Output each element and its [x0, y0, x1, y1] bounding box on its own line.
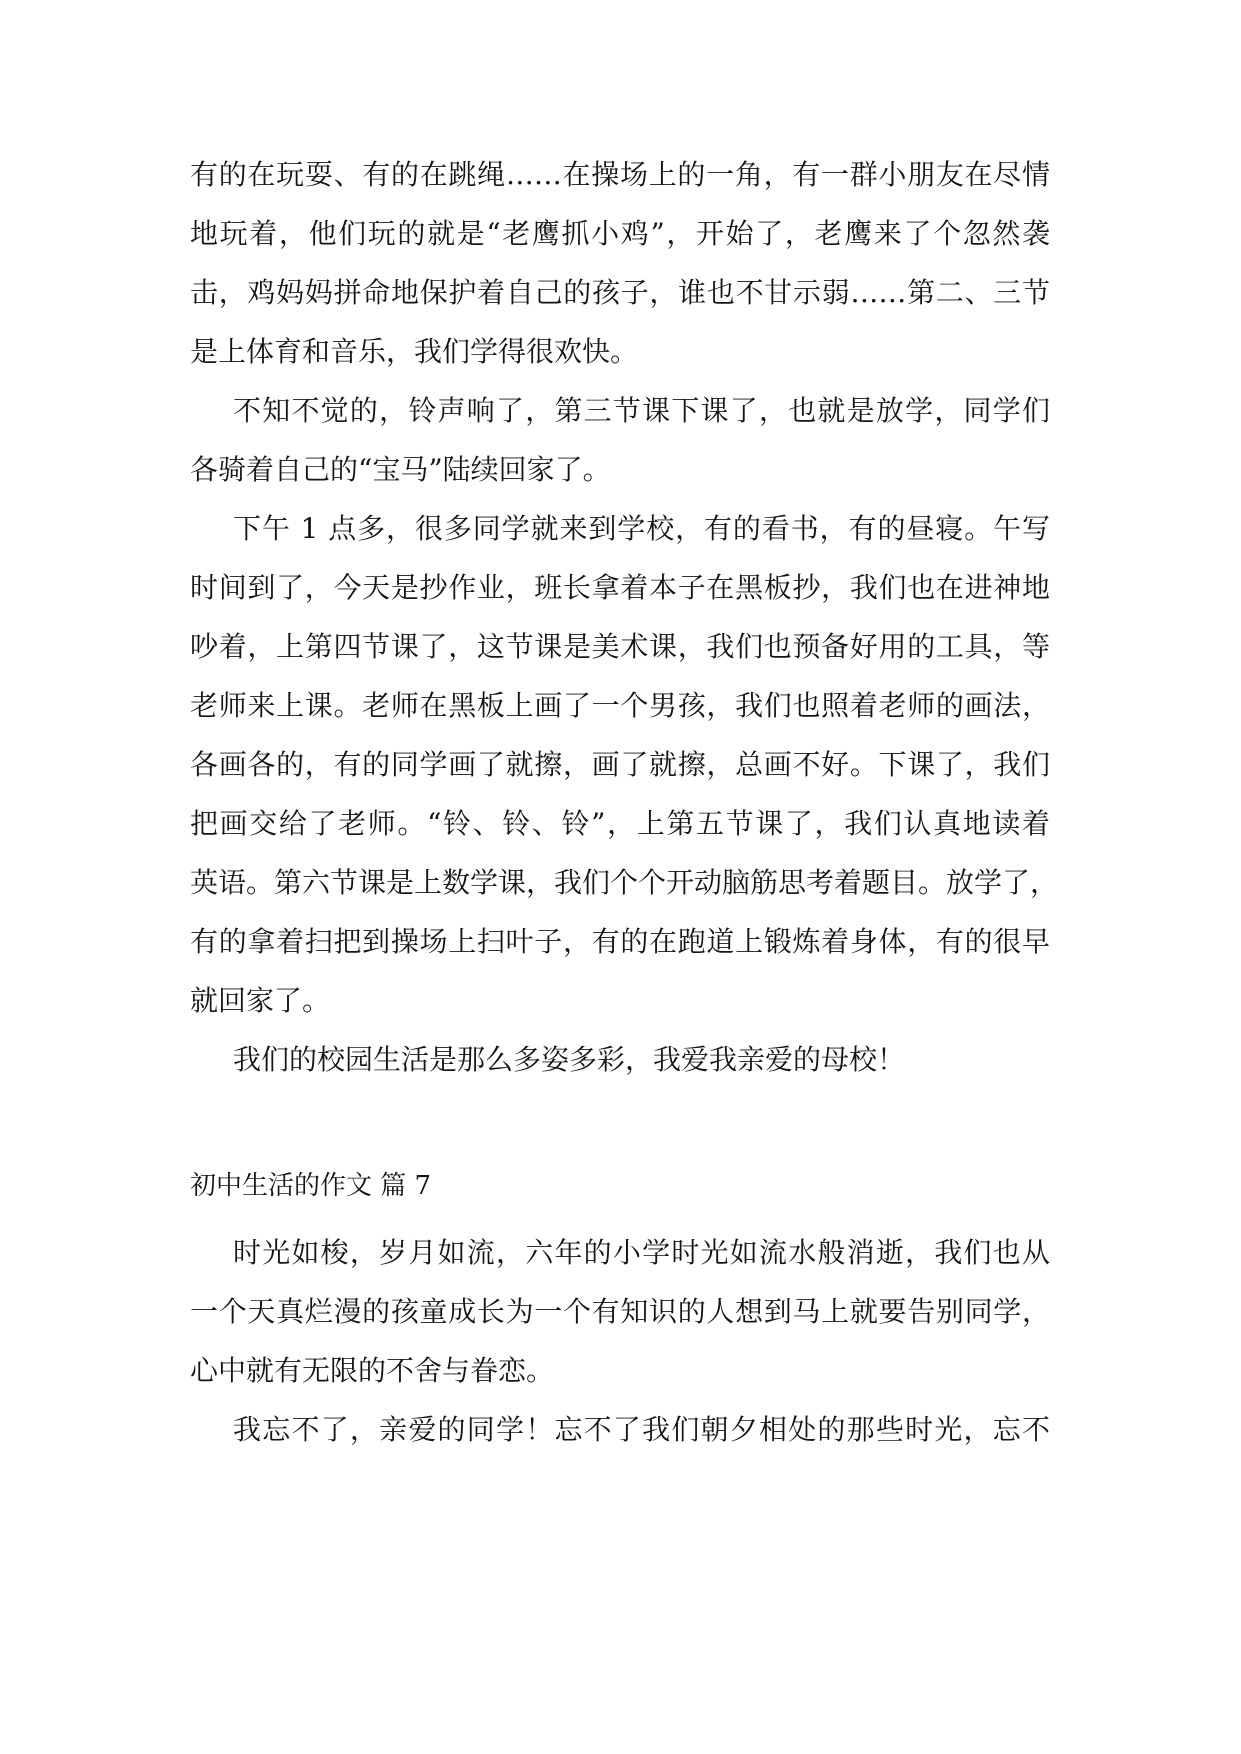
- paragraph-2-line-1: 不知不觉的，铃声响了，第三节课下课了，也就是放学，同学们: [233, 394, 1050, 427]
- paragraph-3-line-2: 时间到了，今天是抄作业，班长拿着本子在黑板抄，我们也在进神地: [190, 571, 1050, 604]
- paragraph-4-line-1: 我们的校园生活是那么多姿多彩，我爱我亲爱的母校！: [233, 1043, 906, 1076]
- paragraph-3-line-3: 吵着，上第四节课了，这节课是美术课，我们也预备好用的工具，等: [190, 630, 1050, 663]
- paragraph-1-line-1: 有的在玩耍、有的在跳绳……在操场上的一角，有一群小朋友在尽情: [190, 158, 1050, 191]
- paragraph-3-line-5: 各画各的，有的同学画了就擦，画了就擦，总画不好。下课了，我们: [190, 748, 1050, 781]
- section-paragraph-1-line-1: 时光如梭，岁月如流，六年的小学时光如流水般消逝，我们也从: [233, 1236, 1050, 1269]
- section-paragraph-2-line-1: 我忘不了，亲爱的同学！忘不了我们朝夕相处的那些时光，忘不: [233, 1413, 1050, 1446]
- paragraph-3-line-1: 下午 1 点多，很多同学就来到学校，有的看书，有的昼寝。午写: [233, 512, 1050, 545]
- paragraph-2-line-2: 各骑着自己的“宝马”陆续回家了。: [190, 453, 611, 486]
- paragraph-3-line-9: 就回家了。: [190, 984, 331, 1017]
- paragraph-3-line-4: 老师来上课。老师在黑板上画了一个男孩，我们也照着老师的画法，: [190, 689, 1050, 722]
- paragraph-3-line-7: 英语。第六节课是上数学课，我们个个开动脑筋思考着题目。放学了，: [190, 866, 1059, 899]
- paragraph-1-line-3: 击，鸡妈妈拼命地保护着自己的孩子，谁也不甘示弱……第二、三节: [190, 276, 1050, 309]
- section-paragraph-1-line-2: 一个天真烂漫的孩童成长为一个有知识的人想到马上就要告别同学，: [190, 1295, 1050, 1328]
- paragraph-3-line-6: 把画交给了老师。“铃、铃、铃”，上第五节课了，我们认真地读着: [190, 807, 1050, 840]
- paragraph-3-line-8: 有的拿着扫把到操场上扫叶子，有的在跑道上锻炼着身体，有的很早: [190, 925, 1050, 958]
- section-paragraph-1-line-3: 心中就有无限的不舍与眷恋。: [190, 1354, 555, 1387]
- paragraph-1-line-2: 地玩着，他们玩的就是“老鹰抓小鸡”，开始了，老鹰来了个忽然袭: [190, 217, 1050, 250]
- section-heading: 初中生活的作文 篇 7: [190, 1171, 432, 1201]
- paragraph-1-line-4: 是上体育和音乐，我们学得很欢快。: [190, 335, 639, 368]
